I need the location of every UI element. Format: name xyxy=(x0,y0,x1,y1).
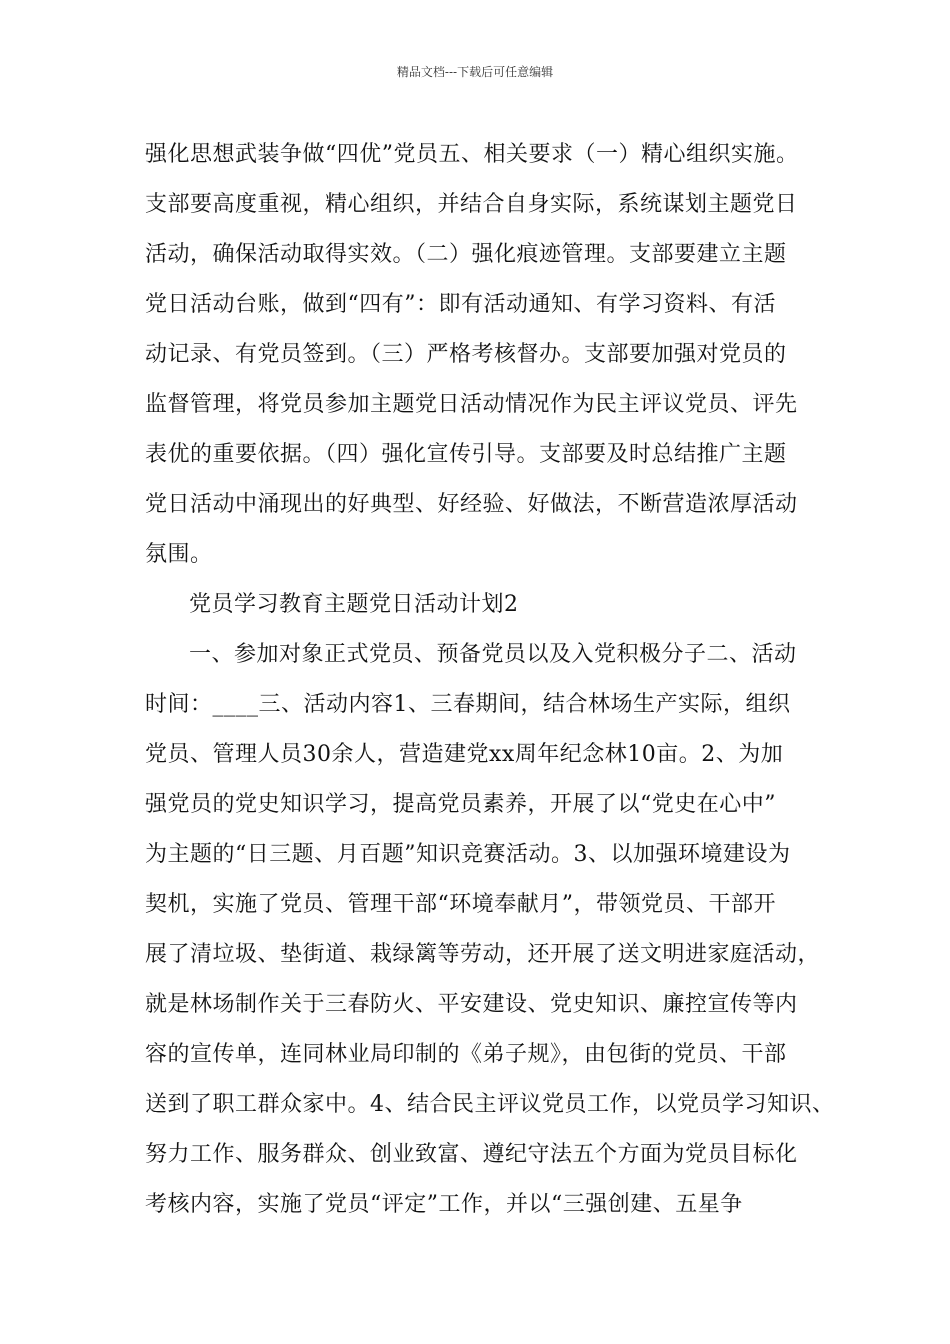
text-line: 强化思想武装争做“四优”党员五、相关要求（一）精心组织实施。 xyxy=(145,142,799,167)
text-line: 支部要高度重视，精心组织，并结合自身实际，系统谋划主题党日 xyxy=(145,192,798,217)
text-line: 考核内容，实施了党员“评定”工作，并以“三强创建、五星争 xyxy=(145,1192,743,1217)
text-line: 党日活动台账，做到“四有”：即有活动通知、有学习资料、有活 xyxy=(145,292,776,317)
text-line: 时间：____三、活动内容1、三春期间，结合林场生产实际，组织 xyxy=(145,692,791,717)
page-header: 精品文档---下载后可任意编辑 xyxy=(396,65,554,79)
text-line: 就是林场制作关于三春防火、平安建设、党史知识、廉控宣传等内 xyxy=(145,992,798,1017)
document-body xyxy=(145,130,835,1230)
section-title: 党员学习教育主题党日活动计划2 xyxy=(189,592,519,617)
text-line: 契机，实施了党员、管理干部“环境奉献月”，带领党员、干部开 xyxy=(145,892,776,917)
text-line: 氛围。 xyxy=(145,542,213,567)
text-line: 强党员的党史知识学习，提高党员素养，开展了以“党史在心中” xyxy=(145,792,776,817)
text-line: 为主题的“日三题、月百题”知识竞赛活动。3、以加强环境建设为 xyxy=(145,842,791,867)
text-line: 努力工作、服务群众、创业致富、遵纪守法五个方面为党员目标化 xyxy=(145,1142,798,1167)
text-line: 监督管理，将党员参加主题党日活动情况作为民主评议党员、评先 xyxy=(145,392,798,417)
text-line: 容的宣传单，连同林业局印制的《弟子规》，由包街的党员、干部 xyxy=(145,1042,787,1067)
text-line: 党日活动中涌现出的好典型、好经验、好做法，不断营造浓厚活动 xyxy=(145,492,798,517)
text-line: 展了清垃圾、垫街道、栽绿篱等劳动，还开展了送文明进家庭活动， xyxy=(145,942,821,967)
text-line: 活动，确保活动取得实效。（二）强化痕迹管理。支部要建立主题 xyxy=(145,242,787,267)
text-line: 党员、管理人员30余人，营造建党xx周年纪念林10亩。2、为加 xyxy=(145,742,784,767)
text-line: 动记录、有党员签到。（三）严格考核督办。支部要加强对党员的 xyxy=(145,342,787,367)
text-line: 一、参加对象正式党员、预备党员以及入党积极分子二、活动 xyxy=(189,642,797,667)
text-line: 送到了职工群众家中。4、结合民主评议党员工作，以党员学习知识、 xyxy=(145,1092,835,1117)
text-line: 表优的重要依据。（四）强化宣传引导。支部要及时总结推广主题 xyxy=(145,442,787,467)
